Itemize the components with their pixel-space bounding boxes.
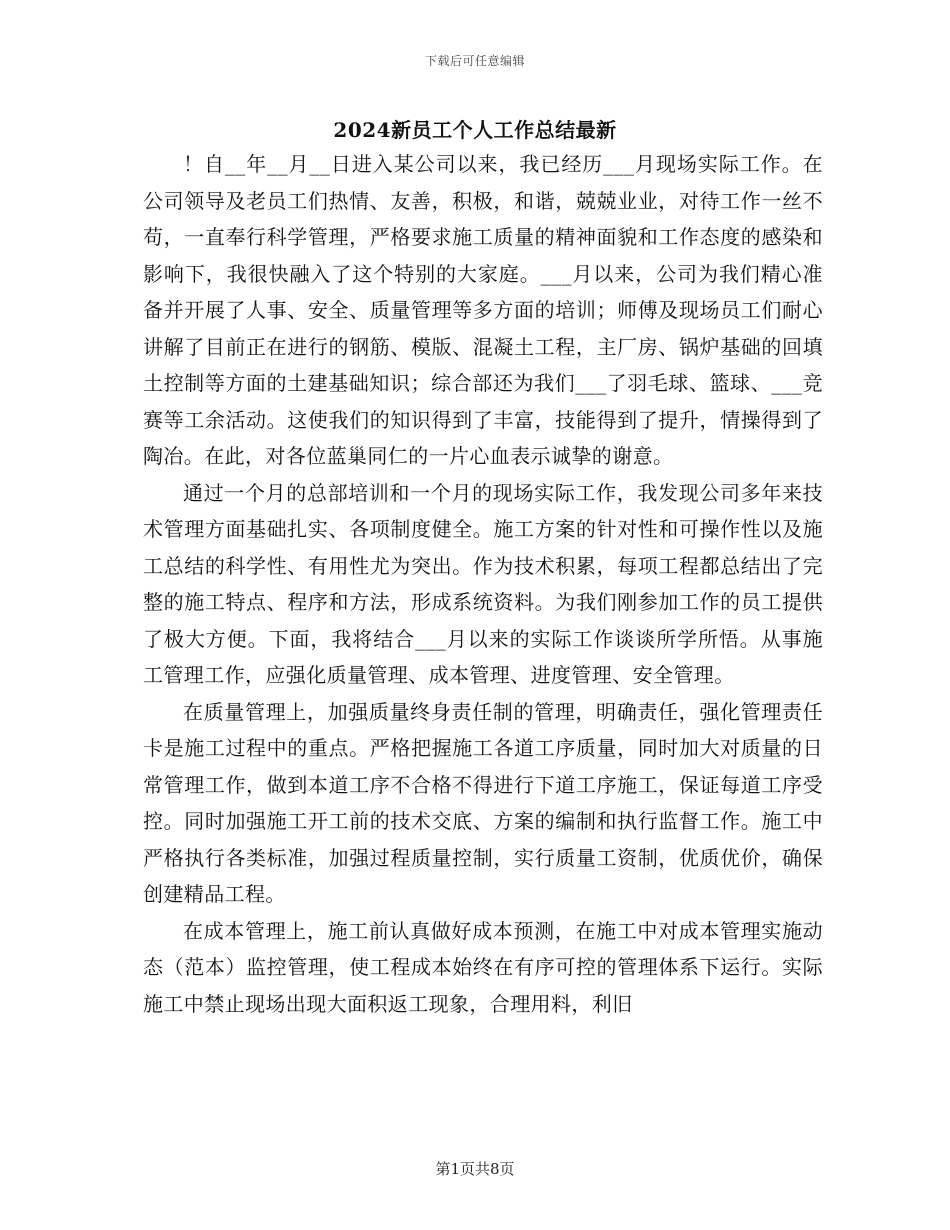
page-header-note: 下载后可任意编辑 bbox=[424, 54, 525, 68]
paragraph-intro: ！自__年__月__日进入某公司以来，我已经历___月现场实际工作。在公司领导及老员工们热情、友善，积极，和谐，兢兢业业，对待工作一丝不苟，一直奉行科学管理，严格要求施工质量的精神面貌和工作态度的感染和影响下，我很快融入了这个特别的大家庭。___月以来，公司为我们精心准备并开展了人事、安全、质量管理等多方面的培训；师傅及现场员工们耐心讲解了目前正在进行的钢筋、模版、混凝土工程，主厂房、锅炉基础的回填土控制等方面的土建基础知识；综合部还为我们___了羽毛球、篮球、___竞赛等工余活动。这使我们的知识得到了丰富，技能得到了提升，情操得到了陶冶。在此，对各位蓝巢同仁的一片心血表示诚挚的谢意。 bbox=[143, 152, 823, 468]
paragraph-quality-management: 在质量管理上，加强质量终身责任制的管理，明确责任，强化管理责任卡是施工过程中的重点。严格把握施工各道工序质量，同时加大对质量的日常管理工作，做到本道工序不合格不得进行下道工序施工，保证每道工序受控。同时加强施工开工前的技术交底、方案的编制和执行监督工作。施工中严格执行各类标准，加强过程质量控制，实行质量工资制，优质优价，确保创建精品工程。 bbox=[143, 699, 823, 906]
document-body bbox=[143, 146, 823, 1022]
paragraph-cost-management: 在成本管理上，施工前认真做好成本预测，在施工中对成本管理实施动态（范本）监控管理，使工程成本始终在有序可控的管理体系下运行。实际施工中禁止现场出现大面积返工现象，合理用料，利旧 bbox=[143, 918, 823, 1016]
document-title: 2024新员工个人工作总结最新 bbox=[333, 118, 617, 142]
page-number: 第1页共8页 bbox=[435, 1160, 515, 1178]
paragraph-technical-management: 通过一个月的总部培训和一个月的现场实际工作，我发现公司多年来技术管理方面基础扎实、各项制度健全。施工方案的针对性和可操作性以及施工总结的科学性、有用性尤为突出。作为技术积累，每项工程都总结出了完整的施工特点、程序和方法，形成系统资料。为我们刚参加工作的员工提供了极大方便。下面，我将结合___月以来的实际工作谈谈所学所悟。从事施工管理工作，应强化质量管理、成本管理、进度管理、安全管理。 bbox=[143, 480, 823, 687]
